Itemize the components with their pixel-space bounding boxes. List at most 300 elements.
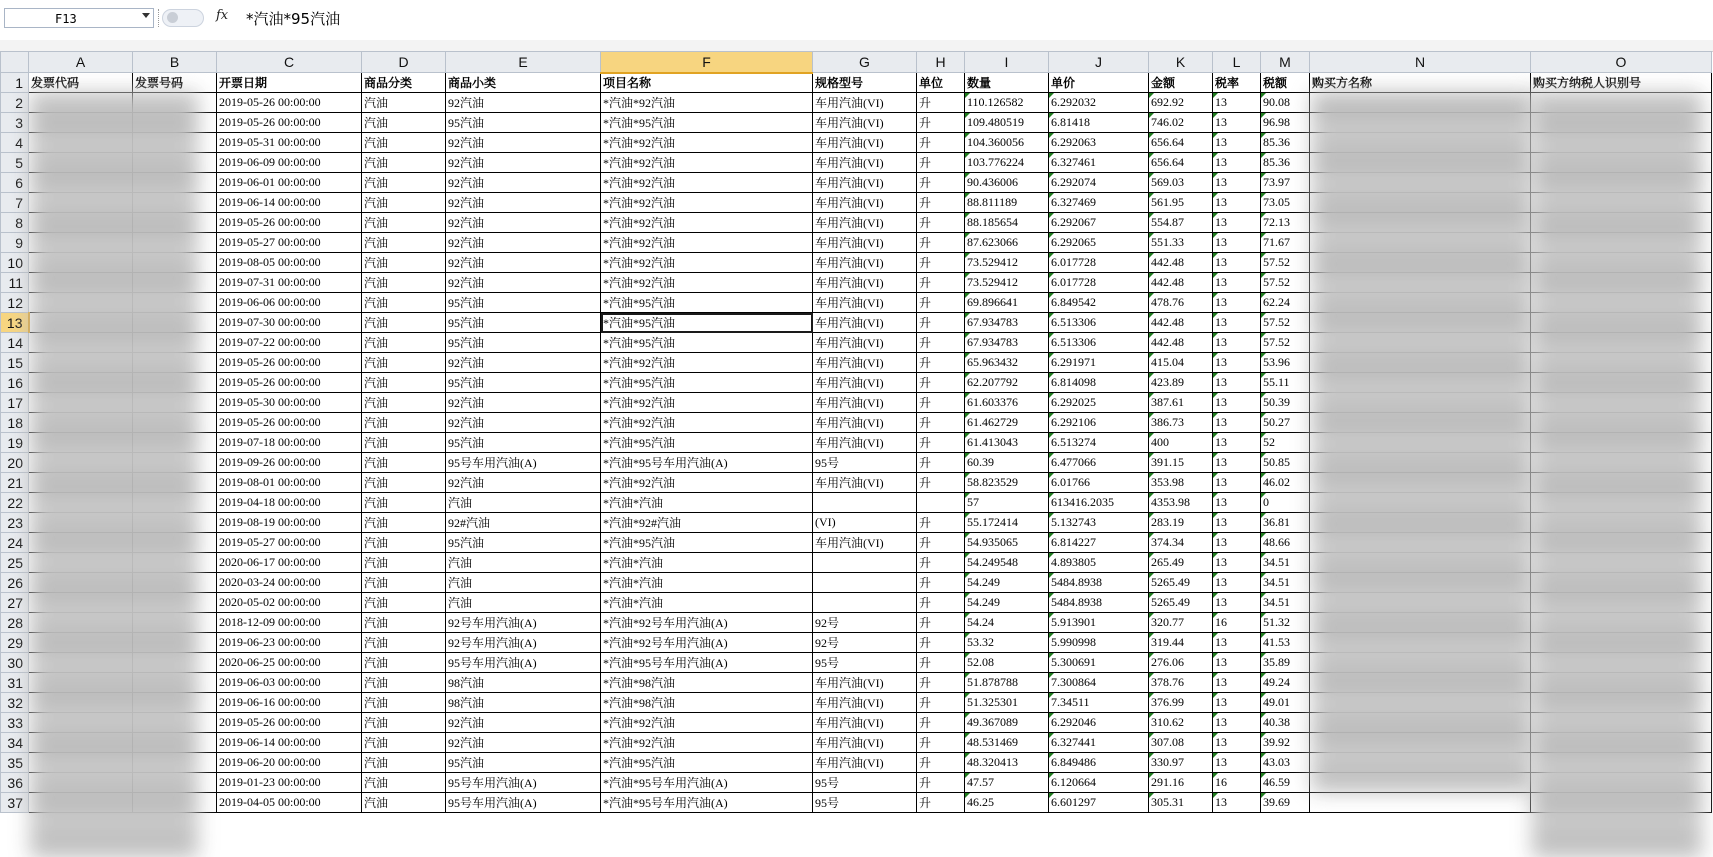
table-cell[interactable]: 51.32	[1261, 613, 1310, 633]
table-cell[interactable]: 73.05	[1261, 193, 1310, 213]
table-cell[interactable]: 92汽油	[446, 473, 601, 493]
table-cell[interactable]: 汽油	[362, 573, 446, 593]
table-cell[interactable]: 310.62	[1149, 713, 1213, 733]
table-cell[interactable]: 39.69	[1261, 793, 1310, 813]
table-cell[interactable]: 6.327441	[1049, 733, 1149, 753]
table-cell[interactable]: *汽油*98汽油	[601, 673, 813, 693]
table-cell[interactable]: 汽油	[362, 553, 446, 573]
table-cell[interactable]	[813, 573, 917, 593]
row-header[interactable]: 18	[1, 413, 29, 433]
table-cell[interactable]: 13	[1213, 393, 1261, 413]
table-cell[interactable]: 汽油	[362, 333, 446, 353]
row-header[interactable]: 23	[1, 513, 29, 533]
table-cell[interactable]: 汽油	[362, 693, 446, 713]
table-cell[interactable]: 车用汽油(VI)	[813, 313, 917, 333]
table-cell[interactable]: 车用汽油(VI)	[813, 693, 917, 713]
table-cell[interactable]: 6.292067	[1049, 213, 1149, 233]
column-header-o[interactable]: O	[1531, 52, 1712, 73]
row-header[interactable]: 15	[1, 353, 29, 373]
table-cell[interactable]: 升	[917, 93, 965, 113]
table-cell[interactable]: 汽油	[362, 473, 446, 493]
table-cell[interactable]: 汽油	[362, 753, 446, 773]
table-cell[interactable]: *汽油*92汽油	[601, 153, 813, 173]
table-cell[interactable]: *汽油*92汽油	[601, 413, 813, 433]
table-cell[interactable]: 汽油	[362, 293, 446, 313]
table-cell[interactable]: 2020-03-24 00:00:00	[217, 573, 362, 593]
table-cell[interactable]: *汽油*92汽油	[601, 173, 813, 193]
table-cell[interactable]: 656.64	[1149, 153, 1213, 173]
row-header[interactable]: 34	[1, 733, 29, 753]
table-cell[interactable]: 55.11	[1261, 373, 1310, 393]
table-cell[interactable]: 汽油	[362, 353, 446, 373]
column-header-b[interactable]: B	[133, 52, 217, 73]
table-cell[interactable]: *汽油*92号车用汽油(A)	[601, 613, 813, 633]
table-cell[interactable]: 291.16	[1149, 773, 1213, 793]
table-cell[interactable]: 6.477066	[1049, 453, 1149, 473]
table-cell[interactable]: 62.207792	[965, 373, 1049, 393]
table-cell[interactable]: 51.325301	[965, 693, 1049, 713]
header-cell[interactable]: 开票日期	[217, 73, 362, 93]
table-cell[interactable]: 13	[1213, 753, 1261, 773]
table-cell[interactable]: 升	[917, 613, 965, 633]
row-header[interactable]: 8	[1, 213, 29, 233]
table-cell[interactable]: 2019-05-26 00:00:00	[217, 713, 362, 733]
table-cell[interactable]: 升	[917, 193, 965, 213]
row-header[interactable]: 4	[1, 133, 29, 153]
table-cell[interactable]: 汽油	[362, 233, 446, 253]
table-cell[interactable]: 车用汽油(VI)	[813, 293, 917, 313]
table-cell[interactable]: 6.601297	[1049, 793, 1149, 813]
table-cell[interactable]: 46.25	[965, 793, 1049, 813]
table-cell[interactable]: 升	[917, 693, 965, 713]
table-cell[interactable]: 54.935065	[965, 533, 1049, 553]
table-cell[interactable]: *汽油*95汽油	[601, 313, 813, 333]
table-cell[interactable]: 6.292046	[1049, 713, 1149, 733]
column-header-d[interactable]: D	[362, 52, 446, 73]
table-cell[interactable]: 95汽油	[446, 313, 601, 333]
table-cell[interactable]: 57.52	[1261, 313, 1310, 333]
table-cell[interactable]: 车用汽油(VI)	[813, 113, 917, 133]
table-cell[interactable]: 汽油	[362, 733, 446, 753]
table-cell[interactable]: *汽油*95汽油	[601, 753, 813, 773]
table-cell[interactable]: 95号	[813, 773, 917, 793]
table-cell[interactable]: *汽油*95号车用汽油(A)	[601, 773, 813, 793]
table-cell[interactable]: 5.132743	[1049, 513, 1149, 533]
row-header[interactable]: 30	[1, 653, 29, 673]
table-cell[interactable]: 升	[917, 293, 965, 313]
table-cell[interactable]: 613416.2035	[1049, 493, 1149, 513]
table-cell[interactable]: 汽油	[362, 253, 446, 273]
table-cell[interactable]: 423.89	[1149, 373, 1213, 393]
table-cell[interactable]: *汽油*汽油	[601, 553, 813, 573]
table-cell[interactable]: 升	[917, 533, 965, 553]
table-cell[interactable]: 升	[917, 233, 965, 253]
header-cell[interactable]: 项目名称	[601, 73, 813, 93]
table-cell[interactable]: 95汽油	[446, 753, 601, 773]
table-cell[interactable]: 104.360056	[965, 133, 1049, 153]
table-cell[interactable]: 2019-05-30 00:00:00	[217, 393, 362, 413]
table-cell[interactable]: 95号	[813, 453, 917, 473]
row-header[interactable]: 2	[1, 93, 29, 113]
row-header[interactable]: 16	[1, 373, 29, 393]
row-header[interactable]: 22	[1, 493, 29, 513]
table-cell[interactable]: 92号车用汽油(A)	[446, 613, 601, 633]
table-cell[interactable]: 320.77	[1149, 613, 1213, 633]
table-cell[interactable]: 车用汽油(VI)	[813, 673, 917, 693]
header-cell[interactable]: 单价	[1049, 73, 1149, 93]
table-cell[interactable]: 5.300691	[1049, 653, 1149, 673]
table-cell[interactable]: 13	[1213, 553, 1261, 573]
table-cell[interactable]: 92汽油	[446, 233, 601, 253]
table-cell[interactable]: 5265.49	[1149, 593, 1213, 613]
table-cell[interactable]: 2019-06-23 00:00:00	[217, 633, 362, 653]
row-header[interactable]: 17	[1, 393, 29, 413]
table-cell[interactable]: 13	[1213, 253, 1261, 273]
table-cell[interactable]: *汽油*95汽油	[601, 293, 813, 313]
row-header[interactable]: 9	[1, 233, 29, 253]
row-header[interactable]: 33	[1, 713, 29, 733]
header-cell[interactable]: 规格型号	[813, 73, 917, 93]
table-cell[interactable]: 升	[917, 353, 965, 373]
table-cell[interactable]: 13	[1213, 313, 1261, 333]
table-cell[interactable]: 2019-06-01 00:00:00	[217, 173, 362, 193]
table-cell[interactable]: 升	[917, 713, 965, 733]
table-cell[interactable]: 92汽油	[446, 193, 601, 213]
table-cell[interactable]: 6.513306	[1049, 333, 1149, 353]
table-cell[interactable]: 2019-04-05 00:00:00	[217, 793, 362, 813]
select-all-corner[interactable]	[1, 52, 29, 73]
table-cell[interactable]: *汽油*汽油	[601, 593, 813, 613]
table-cell[interactable]: 升	[917, 213, 965, 233]
table-cell[interactable]: 276.06	[1149, 653, 1213, 673]
table-cell[interactable]: 376.99	[1149, 693, 1213, 713]
column-header-h[interactable]: H	[917, 52, 965, 73]
table-cell[interactable]: 4.893805	[1049, 553, 1149, 573]
row-header[interactable]: 14	[1, 333, 29, 353]
table-cell[interactable]: 2018-12-09 00:00:00	[217, 613, 362, 633]
table-cell[interactable]: 6.849542	[1049, 293, 1149, 313]
table-cell[interactable]: *汽油*92汽油	[601, 473, 813, 493]
table-cell[interactable]: 378.76	[1149, 673, 1213, 693]
table-cell[interactable]: 53.32	[965, 633, 1049, 653]
table-cell[interactable]: 2019-06-14 00:00:00	[217, 193, 362, 213]
table-cell[interactable]: 374.34	[1149, 533, 1213, 553]
table-cell[interactable]: 13	[1213, 413, 1261, 433]
table-cell[interactable]: 65.963432	[965, 353, 1049, 373]
table-cell[interactable]: 92汽油	[446, 353, 601, 373]
row-header[interactable]: 12	[1, 293, 29, 313]
table-cell[interactable]: 2019-05-26 00:00:00	[217, 213, 362, 233]
table-cell[interactable]: 汽油	[362, 593, 446, 613]
table-cell[interactable]: 汽油	[362, 513, 446, 533]
formula-input[interactable]: *汽油*95汽油	[246, 10, 341, 28]
table-cell[interactable]: 57	[965, 493, 1049, 513]
table-cell[interactable]: 52.08	[965, 653, 1049, 673]
table-cell[interactable]: 13	[1213, 173, 1261, 193]
row-header[interactable]: 1	[1, 73, 29, 93]
table-cell[interactable]: 升	[917, 773, 965, 793]
column-header-c[interactable]: C	[217, 52, 362, 73]
table-cell[interactable]: 升	[917, 633, 965, 653]
table-cell[interactable]	[813, 553, 917, 573]
table-cell[interactable]: 13	[1213, 653, 1261, 673]
table-cell[interactable]: 54.24	[965, 613, 1049, 633]
table-cell[interactable]: 13	[1213, 673, 1261, 693]
table-cell[interactable]: 51.878788	[965, 673, 1049, 693]
table-cell[interactable]: 2019-06-09 00:00:00	[217, 153, 362, 173]
table-cell[interactable]: 2019-07-22 00:00:00	[217, 333, 362, 353]
table-cell[interactable]: 6.292106	[1049, 413, 1149, 433]
table-cell[interactable]: 车用汽油(VI)	[813, 93, 917, 113]
table-cell[interactable]: 13	[1213, 93, 1261, 113]
table-cell[interactable]: 569.03	[1149, 173, 1213, 193]
header-cell[interactable]: 单位	[917, 73, 965, 93]
table-cell[interactable]: 13	[1213, 573, 1261, 593]
table-cell[interactable]: 7.34511	[1049, 693, 1149, 713]
table-cell[interactable]: 305.31	[1149, 793, 1213, 813]
table-cell[interactable]	[1310, 793, 1531, 813]
table-cell[interactable]: 13	[1213, 473, 1261, 493]
table-cell[interactable]: 升	[917, 733, 965, 753]
table-cell[interactable]: 58.823529	[965, 473, 1049, 493]
row-header[interactable]: 5	[1, 153, 29, 173]
table-cell[interactable]: 5484.8938	[1049, 573, 1149, 593]
table-cell[interactable]: 95号	[813, 653, 917, 673]
table-cell[interactable]: 95汽油	[446, 433, 601, 453]
table-cell[interactable]: 汽油	[362, 653, 446, 673]
table-cell[interactable]: 13	[1213, 453, 1261, 473]
header-cell[interactable]: 税率	[1213, 73, 1261, 93]
table-cell[interactable]: 6.327469	[1049, 193, 1149, 213]
table-cell[interactable]: 265.49	[1149, 553, 1213, 573]
table-cell[interactable]: 387.61	[1149, 393, 1213, 413]
header-cell[interactable]: 金额	[1149, 73, 1213, 93]
table-cell[interactable]: 52	[1261, 433, 1310, 453]
table-cell[interactable]: 2019-05-26 00:00:00	[217, 373, 362, 393]
table-cell[interactable]: 57.52	[1261, 253, 1310, 273]
table-cell[interactable]: 升	[917, 373, 965, 393]
table-cell[interactable]: 13	[1213, 593, 1261, 613]
table-cell[interactable]: 50.39	[1261, 393, 1310, 413]
table-cell[interactable]: *汽油*92汽油	[601, 393, 813, 413]
column-header-k[interactable]: K	[1149, 52, 1213, 73]
column-header-g[interactable]: G	[813, 52, 917, 73]
column-header-i[interactable]: I	[965, 52, 1049, 73]
table-cell[interactable]: 升	[917, 473, 965, 493]
table-cell[interactable]: 95汽油	[446, 333, 601, 353]
table-cell[interactable]: 85.36	[1261, 133, 1310, 153]
table-cell[interactable]: 92汽油	[446, 733, 601, 753]
table-cell[interactable]: 71.67	[1261, 233, 1310, 253]
table-cell[interactable]: 2019-05-27 00:00:00	[217, 533, 362, 553]
table-cell[interactable]: 319.44	[1149, 633, 1213, 653]
table-cell[interactable]: 98汽油	[446, 693, 601, 713]
table-cell[interactable]: 升	[917, 313, 965, 333]
table-cell[interactable]: 49.01	[1261, 693, 1310, 713]
table-cell[interactable]: 656.64	[1149, 133, 1213, 153]
table-cell[interactable]: 车用汽油(VI)	[813, 373, 917, 393]
table-cell[interactable]: 升	[917, 453, 965, 473]
table-cell[interactable]: 6.292025	[1049, 393, 1149, 413]
table-cell[interactable]: 95号车用汽油(A)	[446, 453, 601, 473]
table-cell[interactable]: *汽油*95号车用汽油(A)	[601, 653, 813, 673]
chevron-down-icon[interactable]	[142, 13, 150, 18]
table-cell[interactable]: 554.87	[1149, 213, 1213, 233]
table-cell[interactable]: 汽油	[362, 773, 446, 793]
table-cell[interactable]: 13	[1213, 733, 1261, 753]
table-cell[interactable]: *汽油*92#汽油	[601, 513, 813, 533]
table-cell[interactable]: 4353.98	[1149, 493, 1213, 513]
table-cell[interactable]: 13	[1213, 533, 1261, 553]
table-cell[interactable]: 2019-05-26 00:00:00	[217, 413, 362, 433]
table-cell[interactable]: 92汽油	[446, 413, 601, 433]
table-cell[interactable]: 95号车用汽油(A)	[446, 653, 601, 673]
table-cell[interactable]: 6.513306	[1049, 313, 1149, 333]
table-cell[interactable]: 95号车用汽油(A)	[446, 773, 601, 793]
table-cell[interactable]: 16	[1213, 613, 1261, 633]
table-cell[interactable]: 34.51	[1261, 593, 1310, 613]
table-cell[interactable]: *汽油*95汽油	[601, 373, 813, 393]
table-cell[interactable]: 561.95	[1149, 193, 1213, 213]
table-cell[interactable]: 13	[1213, 713, 1261, 733]
table-cell[interactable]: 2020-06-17 00:00:00	[217, 553, 362, 573]
table-cell[interactable]: 69.896641	[965, 293, 1049, 313]
table-cell[interactable]: 73.97	[1261, 173, 1310, 193]
table-cell[interactable]: *汽油*95号车用汽油(A)	[601, 793, 813, 813]
row-header[interactable]: 24	[1, 533, 29, 553]
table-cell[interactable]: 391.15	[1149, 453, 1213, 473]
column-header-l[interactable]: L	[1213, 52, 1261, 73]
table-cell[interactable]: 61.413043	[965, 433, 1049, 453]
table-cell[interactable]: *汽油*92号车用汽油(A)	[601, 633, 813, 653]
table-cell[interactable]: 48.320413	[965, 753, 1049, 773]
table-cell[interactable]: 升	[917, 133, 965, 153]
table-cell[interactable]: 95号	[813, 793, 917, 813]
table-cell[interactable]: 升	[917, 433, 965, 453]
table-cell[interactable]: 升	[917, 153, 965, 173]
header-cell[interactable]: 购买方名称	[1310, 73, 1531, 93]
table-cell[interactable]: 478.76	[1149, 293, 1213, 313]
table-cell[interactable]: 49.367089	[965, 713, 1049, 733]
row-header[interactable]: 3	[1, 113, 29, 133]
table-cell[interactable]: 95汽油	[446, 113, 601, 133]
table-cell[interactable]: 54.249	[965, 573, 1049, 593]
table-cell[interactable]: 车用汽油(VI)	[813, 753, 917, 773]
column-header-m[interactable]: M	[1261, 52, 1310, 73]
table-cell[interactable]: 90.436006	[965, 173, 1049, 193]
table-cell[interactable]: 车用汽油(VI)	[813, 153, 917, 173]
table-cell[interactable]: 6.81418	[1049, 113, 1149, 133]
table-cell[interactable]: 103.776224	[965, 153, 1049, 173]
table-cell[interactable]: 49.24	[1261, 673, 1310, 693]
table-cell[interactable]: 92号	[813, 613, 917, 633]
table-cell[interactable]: 汽油	[446, 553, 601, 573]
table-cell[interactable]: 2019-09-26 00:00:00	[217, 453, 362, 473]
table-cell[interactable]: 2019-07-31 00:00:00	[217, 273, 362, 293]
header-cell[interactable]: 购买方纳税人识别号	[1531, 73, 1712, 93]
table-cell[interactable]: 车用汽油(VI)	[813, 473, 917, 493]
table-cell[interactable]: *汽油*92汽油	[601, 213, 813, 233]
table-cell[interactable]: 36.81	[1261, 513, 1310, 533]
table-cell[interactable]: 442.48	[1149, 333, 1213, 353]
table-cell[interactable]: 13	[1213, 213, 1261, 233]
table-cell[interactable]: 40.38	[1261, 713, 1310, 733]
table-cell[interactable]: 386.73	[1149, 413, 1213, 433]
table-cell[interactable]: 6.292074	[1049, 173, 1149, 193]
table-cell[interactable]: 7.300864	[1049, 673, 1149, 693]
table-cell[interactable]: 车用汽油(VI)	[813, 253, 917, 273]
table-cell[interactable]: 283.19	[1149, 513, 1213, 533]
table-cell[interactable]: 0	[1261, 493, 1310, 513]
table-cell[interactable]: 车用汽油(VI)	[813, 413, 917, 433]
table-cell[interactable]: 2019-08-19 00:00:00	[217, 513, 362, 533]
row-header[interactable]: 7	[1, 193, 29, 213]
name-box[interactable]: F13	[4, 8, 154, 28]
table-cell[interactable]: 16	[1213, 773, 1261, 793]
table-cell[interactable]: 13	[1213, 693, 1261, 713]
table-cell[interactable]: 85.36	[1261, 153, 1310, 173]
row-header[interactable]: 29	[1, 633, 29, 653]
table-cell[interactable]: 442.48	[1149, 253, 1213, 273]
table-cell[interactable]: 109.480519	[965, 113, 1049, 133]
table-cell[interactable]: 90.08	[1261, 93, 1310, 113]
table-cell[interactable]: 13	[1213, 353, 1261, 373]
table-cell[interactable]: 2019-06-20 00:00:00	[217, 753, 362, 773]
table-cell[interactable]: 2019-05-26 00:00:00	[217, 353, 362, 373]
table-cell[interactable]: 61.603376	[965, 393, 1049, 413]
table-cell[interactable]: *汽油*汽油	[601, 573, 813, 593]
table-cell[interactable]: (VI)	[813, 513, 917, 533]
table-cell[interactable]: 升	[917, 513, 965, 533]
table-cell[interactable]: 92汽油	[446, 713, 601, 733]
table-cell[interactable]: 92汽油	[446, 173, 601, 193]
table-cell[interactable]: 车用汽油(VI)	[813, 733, 917, 753]
table-cell[interactable]: 升	[917, 673, 965, 693]
table-cell[interactable]: 92汽油	[446, 133, 601, 153]
table-cell[interactable]: 汽油	[362, 173, 446, 193]
row-header[interactable]: 21	[1, 473, 29, 493]
table-cell[interactable]: 57.52	[1261, 333, 1310, 353]
table-cell[interactable]: 13	[1213, 433, 1261, 453]
header-cell[interactable]: 数量	[965, 73, 1049, 93]
table-cell[interactable]: 升	[917, 653, 965, 673]
table-cell[interactable]: 升	[917, 573, 965, 593]
table-cell[interactable]: 13	[1213, 193, 1261, 213]
table-cell[interactable]: 48.531469	[965, 733, 1049, 753]
table-cell[interactable]: 汽油	[362, 373, 446, 393]
row-header[interactable]: 26	[1, 573, 29, 593]
table-cell[interactable]: 升	[917, 413, 965, 433]
table-cell[interactable]: 5265.49	[1149, 573, 1213, 593]
table-cell[interactable]: 92汽油	[446, 153, 601, 173]
table-cell[interactable]: 升	[917, 753, 965, 773]
table-cell[interactable]: 汽油	[362, 673, 446, 693]
table-cell[interactable]: 95号车用汽油(A)	[446, 793, 601, 813]
table-cell[interactable]: 330.97	[1149, 753, 1213, 773]
table-cell[interactable]: 车用汽油(VI)	[813, 173, 917, 193]
row-header[interactable]: 11	[1, 273, 29, 293]
table-cell[interactable]: 61.462729	[965, 413, 1049, 433]
table-cell[interactable]: 67.934783	[965, 313, 1049, 333]
table-cell[interactable]: 汽油	[446, 573, 601, 593]
table-cell[interactable]: 2019-06-14 00:00:00	[217, 733, 362, 753]
table-cell[interactable]: *汽油*92汽油	[601, 133, 813, 153]
table-cell[interactable]: 442.48	[1149, 313, 1213, 333]
table-cell[interactable]: 54.249	[965, 593, 1049, 613]
table-cell[interactable]: 汽油	[362, 713, 446, 733]
table-cell[interactable]: 307.08	[1149, 733, 1213, 753]
row-header[interactable]: 20	[1, 453, 29, 473]
